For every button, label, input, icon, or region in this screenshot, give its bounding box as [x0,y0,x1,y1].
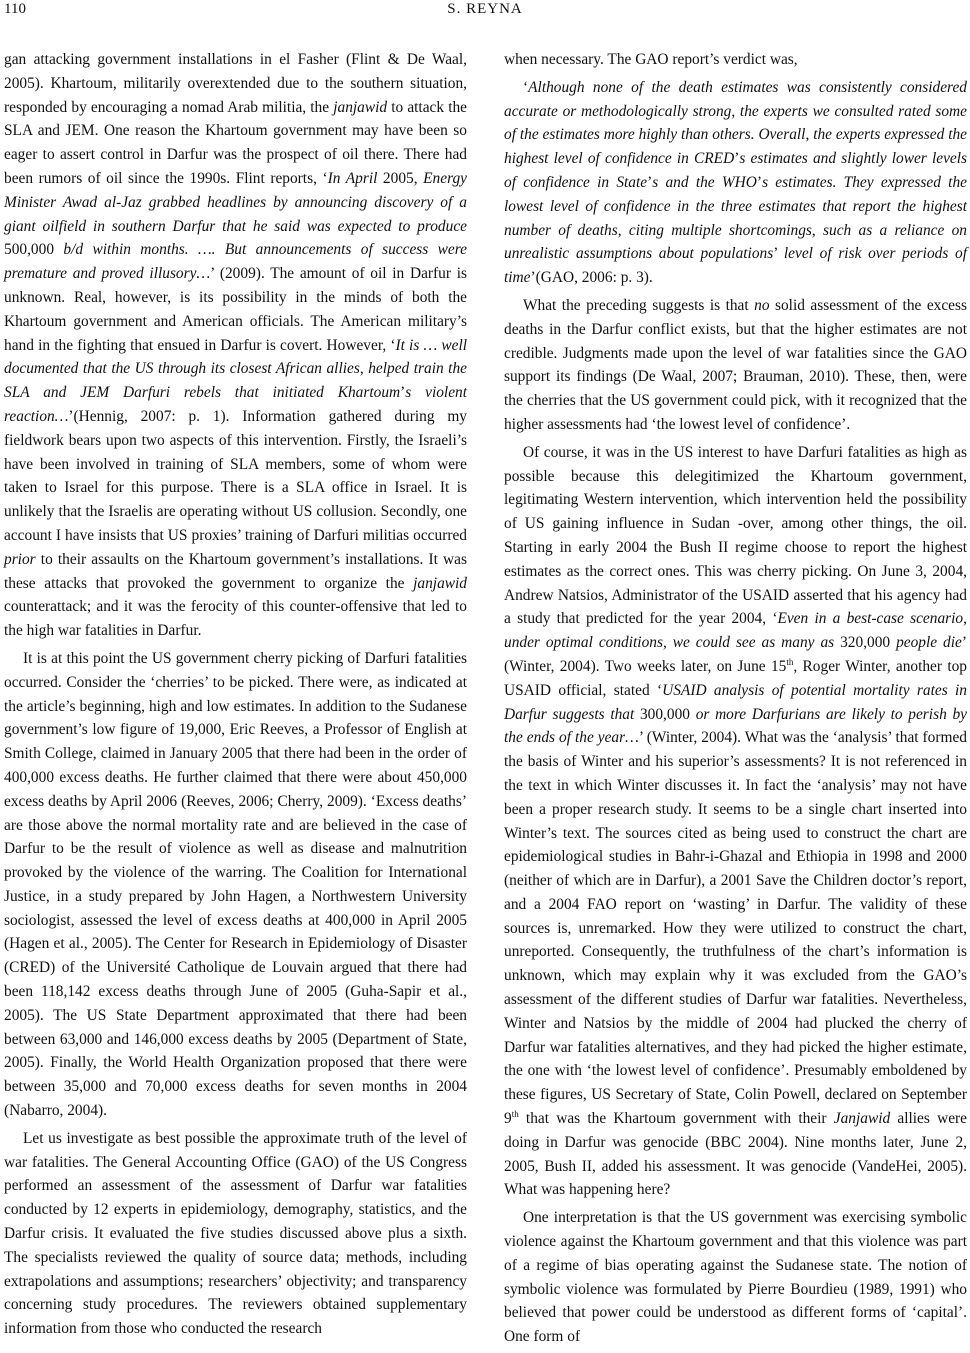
text-run: ’ (2009). The amount of oil in Darfur is unknown. Real, however, is its possibility in the minds of both the Khartoum government and American officials. The American military’s hand in the fighting that ensued in Darfur is covert. However, ‘ [4,265,467,354]
text-run: ’ [734,150,740,168]
text-run: ’ (Winter, 2004). What was the ‘analysis’ that formed the basis of Winter and his superior’s assessments? It is not referenced in the text in which Winter discusses it. In fact the ‘analysis’ may not have been a proper research study. It seems to be a single chart inserted into Winter’s text. The sources cited as being used to construct the chart are epidemiological studies in Bahr-i-Ghazal and Ethiopia in 1998 and 2000 (neither of which are in Darfur), a 2001 Save the Children doctor’s report, and a 2004 FAO report on ‘wasting’ in Darfur. The validity of these sources is, unremarked. How they were utilized to construct the chart, unreported. Consequently, the truthfulness of the chart’s information is unknown, which may explain why it was excluded from the GAO’s assessment of the different studies of Darfur war fatalities. Nevertheless, Winter and Natsios by the middle of 2004 had plucked the cherry of Darfur war fatalities alternatives, and they had picked the higher estimate, the one with ‘the lowest level of confidence’. Presumably emboldened by these figures, US Secretary of State, Colin Powell, declared on September 9 [504,729,967,1128]
text-run: 500,000 [4,241,64,259]
italic-text: the experts expressed the highest level of confidence in CRED [504,126,967,168]
italic-text: people die [896,634,962,652]
page-header [0,0,970,24]
italic-text: USAID analysis of potential mortality rates in Darfur suggests that [504,681,968,723]
paragraph [504,76,967,290]
italic-text: level of risk over periods of time [504,245,967,287]
italic-text: In April [327,169,378,187]
text-run: Let us investigate as best possible the approximate truth of the level of war fatalities. The General Accounting Office (GAO) of the US Congress performed an assessment of the assessment of Darfur war fatalities conducted by 12 experts in epidemiology, demography, statistics, and the Darfur crisis. It evaluated the five studies discussed above plus a sixth. The specialists reviewed the quality of source data; methods, including extrapolations and assumptions; researchers’ objectivity; and transparency concerning study procedures. The reviewers obtained supplementary information from those who conducted the research [4,1129,467,1338]
text-run: , [731,102,740,120]
superscript: th [786,656,794,667]
paragraph [4,48,467,643]
text-run: to their assaults on the Khartoum government’s installations. It was these attacks that provoked the government to organize the [4,550,467,592]
paragraph [504,48,967,72]
text-run: It is at this point the US government cherry picking of Darfuri fatalities occurred. Consider the ‘cherries’ to be picked. There were, as indicated at the article’s beginning, high and low estimates. In addition to the Sudanese government’s low figure of 19,000, Eric Reeves, a Professor of English at Smith College, claimed in January 2005 that there had been in the order of 400,000 excess deaths. He further claimed that there were about 450,000 excess deaths by April 2006 (Reeves, 2006; Cherry, 2009). ‘Excess deaths’ are those above the normal mortality rate and are believed in the case of Darfur to be the result of violence as well as disease and malnutrition provoked by the violence of the warring. The Coalition for International Justice, in a study prepared by John Hagen, a Northwestern University sociologist, assessed the level of excess deaths at 400,000 in April 2005 (Hagen et al., 2005). The Center for Research in Epidemiology of Disaster (CRED) of the Université Catholique de Louvain argued that there had been 118,142 excess deaths through June of 2005 (Guha-Sapir et al., 2005). The US State Department approximated that there had been between 63,000 and 146,000 excess deaths by 2005 (Department of State, 2005). Finally, the World Health Organization proposed that there were between 35,000 and 70,000 excess deaths for seven months in 2004 (Nabarro, 2004). [4,649,467,1120]
italic-text: under optimal conditions, we could see as many as [504,634,835,652]
text-run: , [805,126,814,144]
text-run: allies were doing in Darfur was genocide (BBC 2004). Nine months later, June 2, 2005, Bush II, added his assessment. It was genocide (VandeHei, 2005). What was happening here? [504,1110,967,1199]
text-run: ’(Hennig, 2007: p. 1). Information gathered during my fieldwork bears upon two aspects of this intervention. Firstly, the Israeli’s have been involved in training of SLA members, some of whom were taken to Israel for this purpose. There is a SLA office in Israel. It is unlikely that the Israelis are operating without US collusion. Secondly, one account I have insists that US proxies’ training of Darfuri militias occurred [4,407,467,544]
left-column [4,48,467,1345]
text-run: ’ [647,173,653,191]
italic-text: Even in a best-case scenario [777,610,964,628]
italic-text: such as a reliance on unrealistic assumptions about populations [504,221,967,263]
italic-text: or more Darfurians are likely to perish by the ends of the year… [504,705,967,747]
text-run: ’ [400,384,406,402]
italic-text: prior [4,550,36,568]
italic-text: Energy Minister Awad al-Jaz grabbed headlines by announcing discovery of a giant oilfield in southern Darfur that he said was expected to produce [4,169,468,235]
paragraph [4,647,467,1123]
text-run: to attack the SLA and JEM. One reason the Khartoum government may have been so eager to assert control in Darfur was the prospect of oil there. There had been rumors of oil since the 1990s. Flint reports, ‘ [4,98,467,187]
text-run: One interpretation is that the US government was exercising symbolic violence against the Khartoum government and that this violence was part of a regime of bias operating against the Sudanese state. The notion of symbolic violence was formulated by Pierre Bourdieu (1989, 1991) who believed that power could be understood as different forms of ‘capital’. One form of [504,1209,967,1346]
text-run: ’(GAO, 2006: p. 3). [530,269,653,287]
text-run: , [963,610,967,628]
text-run: ‘ [523,78,529,96]
italic-text: s estimates and slightly lower levels of confidence in State [504,150,968,191]
text-run: that was the Khartoum government with their [518,1110,834,1128]
italic-text: janjawid [413,574,467,592]
paragraph [4,1127,467,1341]
paragraph [504,1206,967,1349]
text-run: What the preceding suggests is that [523,296,755,314]
italic-text: s violent reaction… [4,384,467,425]
italic-text: Although none of the death estimates was consistently considered accurate or methodologically strong [504,78,967,120]
text-run: 2005, [377,169,424,187]
text-run: 320,000 [834,634,897,652]
superscript: th [511,1108,519,1119]
italic-text: s estimates. They expressed the lowest level of confidence in the three estimates that report the highest number of deaths [504,173,967,239]
italic-text: It is … well documented that the US through its closest African allies [4,336,468,378]
text-run: , Roger Winter, another top USAID official, stated ‘ [504,657,967,699]
italic-text: no [754,296,770,314]
paragraph [504,441,967,1203]
running-head: S. REYNA [447,1,523,17]
text-run: Of course, it was in the US interest to have Darfuri fatalities as high as possible because this delegitimized the Khartoum government, legitimating Western intervention, which intervention held the possibility of US gaining influence in Sudan -over, among other things, the oil. Starting in early 2004 the Bush II regime choose to report the highest estimates as the correct ones. This was cherry picking. On June 3, 2004, Andrew Natsios, Administrator of the USAID asserted that his agency had a study that predicted for the year 2004, ‘ [504,443,967,628]
italic-text: helped train the SLA and JEM Darfuri rebels that initiated Khartoum [4,360,467,402]
italic-text: the experts we consulted rated some of the estimates more highly than others. Overall [504,102,967,144]
text-run: ’ [773,245,784,263]
text-run: ’ [756,173,763,191]
italic-text: s and the WHO [652,173,757,191]
text-run: when necessary. The GAO report’s verdict was, [504,51,798,68]
italic-text: Janjawid [833,1110,891,1128]
paragraph [504,294,967,437]
text-run: , [811,221,824,239]
page-number: 110 [4,1,26,17]
right-column [504,48,967,1353]
text-run: ’ (Winter, 2004). Two weeks later, on June 15 [504,634,967,675]
text-run: solid assessment of the excess deaths in the Darfur conflict exists, but that the higher estimates are not credible. Judgments made upon the level of war fatalities since the GAO support its findings (De Waal, 2007; Brauman, 2010). These, then, were the cherries that the US government could pick, with it recognized that the higher assessments had ‘the lowest level of confidence’. [504,296,967,433]
text-run: 300,000 [634,705,696,723]
text-run: , [359,360,369,378]
text-run: gan attacking government installations in el Fasher (Flint & De Waal, 2005). Khartoum, militarily overextended due to the southern situation, responded by encouraging a nomad Arab militia, the [4,51,467,116]
italic-text: citing multiple shortcomings [628,221,812,239]
text-run: , [617,221,629,239]
italic-text: b/d within months. …. But announcements of success were premature and proved illusory… [4,241,467,283]
text-run: counterattack; and it was the ferocity of this counter-offensive that led to the high war fatalities in Darfur. [4,598,467,640]
italic-text: janjawid [333,98,388,116]
